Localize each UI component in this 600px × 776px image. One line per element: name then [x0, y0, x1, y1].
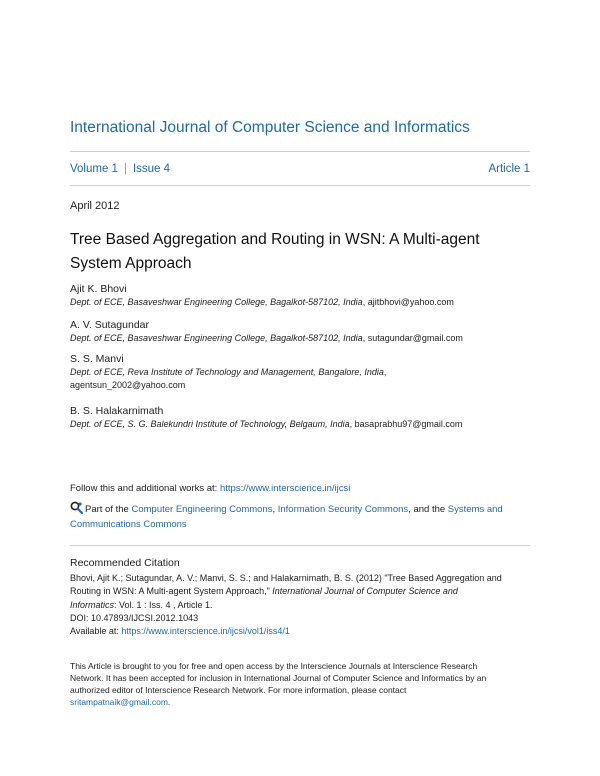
contact-email-link[interactable]: sritampatnaik@gmail.com — [70, 697, 168, 707]
citation-vol-text: : Vol. 1 : Iss. 4 , Article 1. — [114, 599, 213, 610]
author-block — [70, 282, 540, 309]
information-security-commons-link[interactable]: Information Security Commons — [277, 504, 409, 515]
author-name: Ajit K. Bhovi — [70, 283, 127, 295]
separator: | — [123, 163, 127, 175]
article-link[interactable]: Article 1 — [488, 163, 530, 175]
author-block — [70, 404, 540, 431]
divider-citation — [70, 545, 530, 546]
author-email[interactable]: agentsun_2002@yahoo.com — [70, 380, 186, 390]
notice-line-1: This Article is brought to you for free and open access by the Interscience Journals at Interscience Research — [70, 661, 478, 671]
affiliation-text: Dept. of ECE, Reva Institute of Technology and Management, Bangalore, India — [70, 367, 384, 377]
author-email[interactable]: ajitbhovi@yahoo.com — [367, 297, 454, 307]
citation-doi: DOI: 10.47893/IJCSI.2012.1043 — [70, 612, 199, 623]
comma-text: , — [272, 504, 278, 515]
citation-journal-a: International Journal of Computer Science and — [272, 586, 458, 597]
part-of-commons — [70, 501, 530, 532]
citation-line-3 — [70, 599, 540, 612]
divider-top — [70, 151, 530, 152]
author-name: A. V. Sutagundar — [70, 319, 150, 331]
article-title — [70, 228, 520, 276]
volume-issue-row — [70, 163, 530, 175]
issue-link[interactable]: Issue 4 — [132, 163, 171, 175]
author-email[interactable]: sutagundar@gmail.com — [367, 333, 463, 343]
recommended-citation-heading: Recommended Citation — [70, 557, 180, 569]
author-email[interactable]: basaprabhu97@gmail.com — [354, 419, 463, 429]
notice-line-4 — [70, 696, 540, 708]
author-name: B. S. Halakarnimath — [70, 405, 164, 417]
follow-url-link[interactable]: https://www.interscience.in/ijcsi — [219, 483, 351, 494]
and-the-text: , and the — [408, 504, 448, 515]
citation-text — [70, 572, 540, 638]
available-label: Available at: — [70, 626, 122, 637]
follow-text: Follow this and additional works at: — [70, 483, 220, 494]
title-line-1: Tree Based Aggregation and Routing in WSN: A Multi-agent — [70, 231, 480, 248]
author-affiliation: Dept. of ECE, S. G. Balekundri Institute of Technology, Belgaum, India, basaprabhu97@gmail.com — [70, 419, 463, 429]
notice-line-3: authorized editor of Interscience Research Network. For more information, please contact — [70, 685, 407, 695]
available-url-link[interactable]: https://www.interscience.in/ijcsi/vol1/iss4/1 — [121, 626, 290, 637]
computer-engineering-commons-link[interactable]: Computer Engineering Commons — [131, 504, 273, 515]
author-name: S. S. Manvi — [70, 353, 124, 365]
author-affiliation: Dept. of ECE, Reva Institute of Technology and Management, Bangalore, India, agentsun_2002@yahoo.com — [70, 367, 387, 390]
citation-line-2-text: Routing in WSN: A Multi-agent System Approach," — [70, 586, 273, 597]
citation-line-2 — [70, 585, 540, 598]
follow-works-line — [70, 483, 350, 494]
systems-communications-commons-link-cont[interactable]: Communications Commons — [70, 519, 187, 530]
author-affiliation: Dept. of ECE, Basaveshwar Engineering College, Bagalkot-587102, India, ajitbhovi@yahoo.com — [70, 297, 454, 307]
affiliation-text: Dept. of ECE, Basaveshwar Engineering College, Bagalkot-587102, India — [70, 297, 363, 307]
title-line-2: System Approach — [70, 255, 192, 272]
affiliation-text: Dept. of ECE, Basaveshwar Engineering College, Bagalkot-587102, India — [70, 333, 363, 343]
journal-title[interactable]: International Journal of Computer Science and Informatics — [70, 119, 470, 136]
systems-communications-commons-link[interactable]: Systems and — [447, 504, 503, 515]
volume-link[interactable]: Volume 1 — [70, 163, 118, 175]
author-affiliation: Dept. of ECE, Basaveshwar Engineering College, Bagalkot-587102, India, sutagundar@gmail.com — [70, 333, 463, 343]
bepress-network-icon — [70, 501, 83, 514]
divider-bottom — [70, 185, 530, 186]
citation-available — [70, 625, 540, 638]
affiliation-text: Dept. of ECE, S. G. Balekundri Institute of Technology, Belgaum, India — [70, 419, 350, 429]
publication-date: April 2012 — [70, 200, 120, 212]
notice-line-2: Network. It has been accepted for inclusion in International Journal of Computer Science and Informatics by an — [70, 673, 487, 683]
author-block — [70, 352, 540, 392]
citation-line-1: Bhovi, Ajit K.; Sutagundar, A. V.; Manvi, S. S.; and Halakarnimath, B. S. (2012) "Tree Based Aggregation and — [70, 573, 502, 583]
author-block — [70, 318, 540, 345]
period-text: . — [167, 697, 171, 707]
part-of-prefix: Part of the — [85, 504, 132, 515]
access-notice — [70, 660, 540, 708]
citation-journal-b: Informatics — [70, 599, 115, 610]
